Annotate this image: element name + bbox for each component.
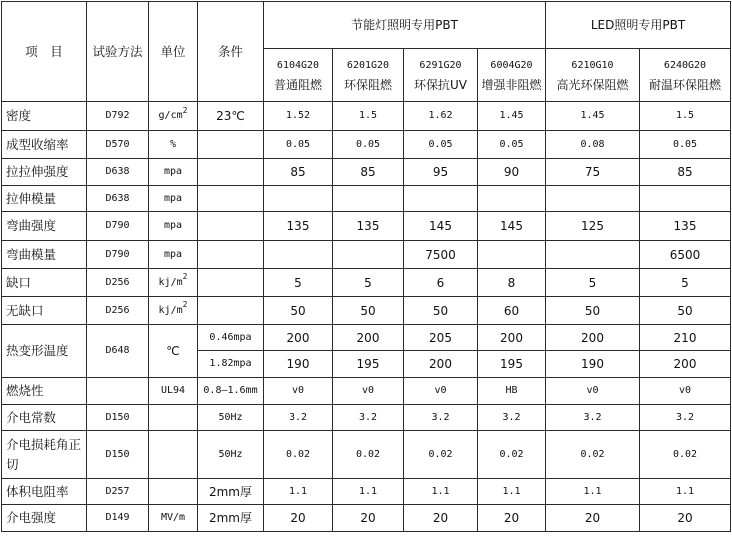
test-method: D790 — [87, 212, 149, 241]
value-cell: 3.2 — [640, 405, 731, 431]
value-cell: 90 — [478, 159, 546, 186]
test-method: D790 — [87, 241, 149, 269]
condition-cell: 1.82mpa — [198, 351, 264, 378]
condition-cell — [198, 212, 264, 241]
value-cell: 190 — [264, 351, 333, 378]
value-cell: 195 — [333, 351, 404, 378]
property-name: 介电强度 — [2, 505, 87, 532]
value-cell: 1.45 — [478, 102, 546, 131]
pbt-spec-table — [1, 1, 731, 532]
value-cell: v0 — [546, 378, 640, 405]
table-row — [2, 212, 731, 241]
condition-cell — [198, 297, 264, 325]
value-cell: 75 — [546, 159, 640, 186]
value-cell: 5 — [546, 269, 640, 297]
value-cell: v0 — [404, 378, 478, 405]
value-cell: 190 — [546, 351, 640, 378]
value-cell — [640, 186, 731, 212]
value-cell: 50 — [264, 297, 333, 325]
value-cell: 200 — [404, 351, 478, 378]
condition-cell: 50Hz — [198, 405, 264, 431]
value-cell: 1.1 — [333, 479, 404, 505]
value-cell: 0.05 — [404, 131, 478, 159]
value-cell: 0.02 — [640, 431, 731, 479]
value-cell: 0.02 — [478, 431, 546, 479]
table-row — [2, 378, 731, 405]
value-cell: 3.2 — [333, 405, 404, 431]
condition-cell — [198, 186, 264, 212]
test-method: D792 — [87, 102, 149, 131]
value-cell: 3.2 — [404, 405, 478, 431]
value-cell: 5 — [264, 269, 333, 297]
condition-cell — [198, 159, 264, 186]
value-cell — [404, 186, 478, 212]
condition-cell — [198, 131, 264, 159]
unit-cell — [149, 479, 198, 505]
value-cell: 20 — [478, 505, 546, 532]
header-unit: 单位 — [149, 2, 198, 102]
value-cell: 7500 — [404, 241, 478, 269]
value-cell: 85 — [333, 159, 404, 186]
value-cell: 200 — [264, 325, 333, 351]
property-name: 拉伸模量 — [2, 186, 87, 212]
value-cell: 0.08 — [546, 131, 640, 159]
condition-cell: 0.46mpa — [198, 325, 264, 351]
property-name: 弯曲强度 — [2, 212, 87, 241]
value-cell: 1.1 — [546, 479, 640, 505]
property-name: 燃烧性 — [2, 378, 87, 405]
product-header: 6210G10 高光环保阻燃 — [546, 49, 640, 102]
value-cell: 8 — [478, 269, 546, 297]
condition-cell — [198, 241, 264, 269]
value-cell: 1.62 — [404, 102, 478, 131]
property-name: 介电损耗角正切 — [2, 431, 87, 479]
value-cell: 195 — [478, 351, 546, 378]
product-header: 6104G20 普通阻燃 — [264, 49, 333, 102]
value-cell: v0 — [264, 378, 333, 405]
unit-cell — [149, 405, 198, 431]
unit-cell: $kj/m^2$ — [149, 297, 198, 325]
unit-cell: mpa — [149, 186, 198, 212]
test-method: D256 — [87, 269, 149, 297]
test-method: D150 — [87, 431, 149, 479]
value-cell: 0.02 — [404, 431, 478, 479]
value-cell: 20 — [404, 505, 478, 532]
table-row — [2, 131, 731, 159]
unit-cell: UL94 — [149, 378, 198, 405]
unit-cell: MV/m — [149, 505, 198, 532]
property-name: 热变形温度 — [2, 325, 87, 378]
value-cell: 135 — [640, 212, 731, 241]
value-cell — [546, 186, 640, 212]
test-method: D638 — [87, 186, 149, 212]
value-cell: 20 — [546, 505, 640, 532]
value-cell: 95 — [404, 159, 478, 186]
table-row — [2, 479, 731, 505]
value-cell: 145 — [404, 212, 478, 241]
table-row — [2, 241, 731, 269]
value-cell: 0.05 — [640, 131, 731, 159]
value-cell: 200 — [546, 325, 640, 351]
table-row — [2, 269, 731, 297]
value-cell: 205 — [404, 325, 478, 351]
condition-cell: 2mm厚 — [198, 505, 264, 532]
product-header: 6291G20 环保抗UV — [404, 49, 478, 102]
value-cell: v0 — [640, 378, 731, 405]
table-row — [2, 431, 731, 479]
value-cell: 85 — [264, 159, 333, 186]
unit-cell: mpa — [149, 159, 198, 186]
value-cell: 1.1 — [478, 479, 546, 505]
test-method — [87, 378, 149, 405]
unit-cell: mpa — [149, 212, 198, 241]
property-name: 体积电阻率 — [2, 479, 87, 505]
table-row — [2, 186, 731, 212]
property-name: 介电常数 — [2, 405, 87, 431]
value-cell: 135 — [264, 212, 333, 241]
unit-cell: $kj/m^2$ — [149, 269, 198, 297]
value-cell: 0.02 — [333, 431, 404, 479]
test-method: D149 — [87, 505, 149, 532]
value-cell: 50 — [404, 297, 478, 325]
value-cell: 50 — [333, 297, 404, 325]
condition-cell: 23℃ — [198, 102, 264, 131]
value-cell: 1.5 — [333, 102, 404, 131]
test-method: D648 — [87, 325, 149, 378]
value-cell: 6500 — [640, 241, 731, 269]
table-row — [2, 505, 731, 532]
unit-cell: % — [149, 131, 198, 159]
value-cell — [333, 186, 404, 212]
table-row — [2, 405, 731, 431]
property-name: 成型收缩率 — [2, 131, 87, 159]
header-method: 试验方法 — [87, 2, 149, 102]
condition-cell: 0.8—1.6mm — [198, 378, 264, 405]
unit-cell: $g/cm^2$ — [149, 102, 198, 131]
value-cell: 50 — [546, 297, 640, 325]
value-cell: 3.2 — [546, 405, 640, 431]
value-cell — [333, 241, 404, 269]
table-row — [2, 102, 731, 131]
header-condition: 条件 — [198, 2, 264, 102]
value-cell: 3.2 — [264, 405, 333, 431]
value-cell: 50 — [640, 297, 731, 325]
value-cell: 125 — [546, 212, 640, 241]
value-cell: 20 — [640, 505, 731, 532]
unit-cell: mpa — [149, 241, 198, 269]
value-cell: 1.45 — [546, 102, 640, 131]
value-cell: 1.5 — [640, 102, 731, 131]
value-cell: 200 — [478, 325, 546, 351]
property-name: 拉拉伸强度 — [2, 159, 87, 186]
condition-cell — [198, 269, 264, 297]
value-cell: 5 — [640, 269, 731, 297]
property-name: 无缺口 — [2, 297, 87, 325]
value-cell: 0.05 — [478, 131, 546, 159]
unit-cell: ℃ — [149, 325, 198, 378]
product-header: 6004G20 增强非阻燃 — [478, 49, 546, 102]
value-cell — [264, 186, 333, 212]
value-cell — [546, 241, 640, 269]
value-cell: 0.02 — [546, 431, 640, 479]
value-cell — [478, 241, 546, 269]
property-name: 缺口 — [2, 269, 87, 297]
value-cell: 1.1 — [640, 479, 731, 505]
value-cell — [264, 241, 333, 269]
table-row — [2, 159, 731, 186]
test-method: D570 — [87, 131, 149, 159]
value-cell: 200 — [640, 351, 731, 378]
header-item: 项 目 — [2, 2, 87, 102]
value-cell: 200 — [333, 325, 404, 351]
value-cell: 20 — [333, 505, 404, 532]
test-method: D150 — [87, 405, 149, 431]
value-cell: 3.2 — [478, 405, 546, 431]
product-header: 6201G20 环保阻燃 — [333, 49, 404, 102]
header-group-energy-saving: 节能灯照明专用PBT — [264, 2, 546, 49]
value-cell: HB — [478, 378, 546, 405]
value-cell: 20 — [264, 505, 333, 532]
unit-cell — [149, 431, 198, 479]
test-method: D256 — [87, 297, 149, 325]
condition-cell: 50Hz — [198, 431, 264, 479]
value-cell: 0.05 — [264, 131, 333, 159]
property-name: 弯曲模量 — [2, 241, 87, 269]
value-cell: 1.1 — [404, 479, 478, 505]
property-name: 密度 — [2, 102, 87, 131]
value-cell — [478, 186, 546, 212]
value-cell: 135 — [333, 212, 404, 241]
value-cell: 85 — [640, 159, 731, 186]
value-cell: 5 — [333, 269, 404, 297]
condition-cell: 2mm厚 — [198, 479, 264, 505]
value-cell: 0.05 — [333, 131, 404, 159]
value-cell: 210 — [640, 325, 731, 351]
product-header: 6240G20 耐温环保阻燃 — [640, 49, 731, 102]
value-cell: 1.52 — [264, 102, 333, 131]
header-group-led: LED照明专用PBT — [546, 2, 731, 49]
value-cell: 145 — [478, 212, 546, 241]
test-method: D257 — [87, 479, 149, 505]
value-cell: 1.1 — [264, 479, 333, 505]
table-row — [2, 297, 731, 325]
test-method: D638 — [87, 159, 149, 186]
value-cell: 60 — [478, 297, 546, 325]
table-row — [2, 325, 731, 351]
value-cell: v0 — [333, 378, 404, 405]
value-cell: 6 — [404, 269, 478, 297]
value-cell: 0.02 — [264, 431, 333, 479]
